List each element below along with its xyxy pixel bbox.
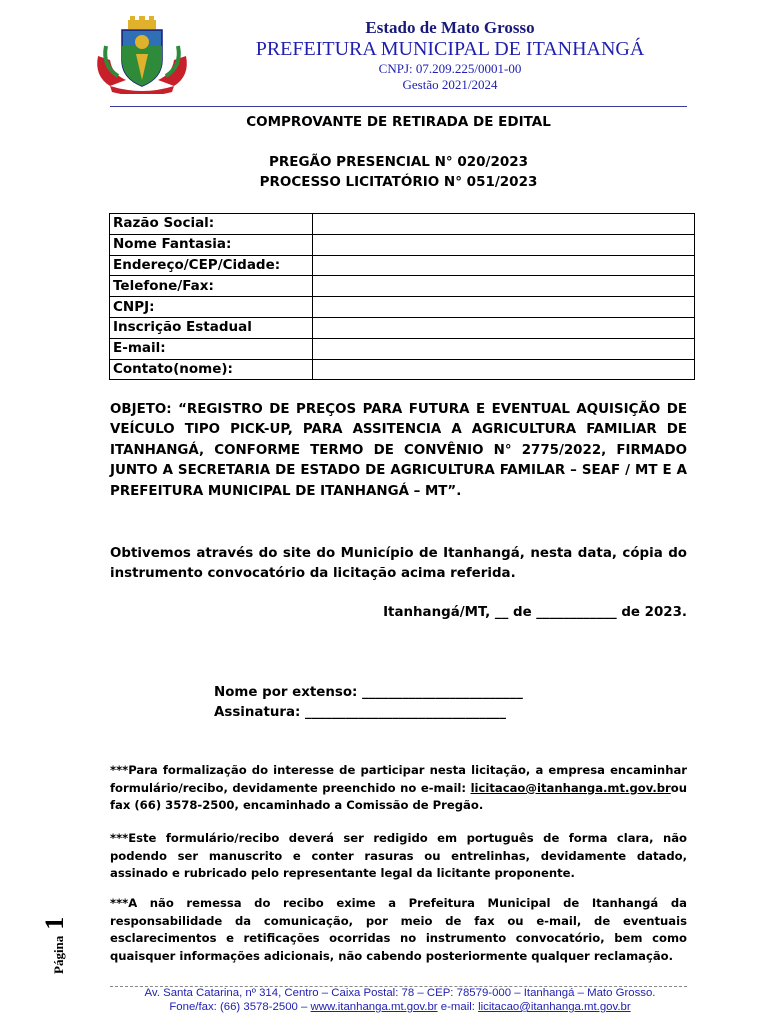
header-gestao: Gestão 2021/2024 (402, 77, 498, 92)
page-number (40, 917, 70, 974)
header-cnpj: CNPJ: 07.209.225/0001-00 (378, 61, 522, 76)
email-link[interactable]: licitacao@itanhanga.mt.gov.br (470, 780, 671, 795)
form-label: Razão Social: (110, 214, 313, 235)
objeto-paragraph: OBJETO: “REGISTRO DE PREÇOS PARA FUTURA E EVENTUAL AQUISIÇÃO DE VEÍCULO TIPO PICK-UP, PARA ASSITENCIA A AGRICULTURA FAMILIAR DE ITANHANGÁ, CONFORME TERMO DE CONVÊNIO N° 2775/2022, FIRMADO JUNTO A SECRETARIA DE ESTADO DE AGRICULTURA FAMILAR – SEAF / MT E A PREFEITURA MUNICIPAL DE ITANHANGÁ – MT”. (110, 402, 687, 499)
header-prefeitura: PREFEITURA MUNICIPAL DE ITANHANGÁ (255, 38, 645, 60)
footer-email-label: e-mail: (437, 1001, 479, 1013)
form-label: Contato(nome): (110, 359, 313, 380)
page-label: Página (51, 935, 66, 974)
date-line: Itanhangá/MT, __ de ____________ de 2023. (383, 605, 687, 620)
pregao-number: PREGÃO PRESENCIAL N° 020/2023 (268, 154, 529, 170)
form-field-nome-fantasia[interactable] (313, 234, 695, 255)
form-row-razao-social (110, 214, 695, 235)
header-divider (110, 106, 687, 107)
form-row-nome-fantasia (110, 234, 695, 255)
website-link[interactable]: www.itanhanga.mt.gov.br (310, 1001, 438, 1013)
form-row-inscricao (110, 317, 695, 338)
form-row-telefone (110, 276, 695, 297)
form-label: Telefone/Fax: (110, 276, 313, 297)
form-row-email (110, 338, 695, 359)
form-label: CNPJ: (110, 297, 313, 318)
form-field-contato[interactable] (313, 359, 695, 380)
signature-line: Assinatura: ______________________________ (214, 705, 506, 720)
company-form-table (109, 213, 695, 380)
form-row-contato (110, 359, 695, 380)
form-row-endereco (110, 255, 695, 276)
form-label: Nome Fantasia: (110, 234, 313, 255)
form-field-endereco[interactable] (313, 255, 695, 276)
note-redacao: ***Este formulário/recibo deverá ser redigido em português de forma clara, não podendo ser manuscrito e conter rasuras ou entrelinhas, devidamente datado, assinado e rubricado pelo representante legal da licitante proponente. (110, 831, 687, 880)
document-title: COMPROVANTE DE RETIRADA DE EDITAL (246, 114, 551, 130)
note-remessa: ***A não remessa do recibo exime a Prefeitura Municipal de Itanhangá da responsabilidade da comunicação, por meio de fax ou e-mail, de eventuais esclarecimentos e retificações ocorridas no instrumento convocatório, bem como quaisquer informações adicionais, não cabendo posteriormente qualquer reclamação. (110, 896, 687, 963)
signature-name-line: Nome por extenso: ________________________ (214, 685, 523, 700)
note-text-tail: ou fax (66) 3578-2500, encaminhado a Comissão de Pregão. (110, 780, 687, 812)
form-label: Endereço/CEP/Cidade: (110, 255, 313, 276)
form-field-inscricao[interactable] (313, 317, 695, 338)
form-label: Inscrição Estadual (110, 317, 313, 338)
footer-contact (110, 1000, 690, 1014)
footer (110, 986, 690, 1014)
form-field-razao-social[interactable] (313, 214, 695, 235)
obtivemos-paragraph: Obtivemos através do site do Município de Itanhangá, nesta data, cópia do instrumento convocatório da licitação acima referida. (110, 546, 687, 582)
note-formalizacao (110, 762, 687, 815)
form-row-cnpj (110, 297, 695, 318)
form-field-telefone[interactable] (313, 276, 695, 297)
processo-number: PROCESSO LICITATÓRIO N° 051/2023 (259, 174, 538, 190)
footer-phone: Fone/fax: (66) 3578-2500 – (169, 1001, 311, 1013)
page-number-value: 1 (40, 916, 69, 930)
footer-email-link[interactable]: licitacao@itanhanga.mt.gov.br (478, 1001, 631, 1013)
form-field-email[interactable] (313, 338, 695, 359)
header-state: Estado de Mato Grosso (365, 18, 535, 37)
note-text: ***Para formalização do interesse de participar nesta licitação, a empresa encaminhar formulário/recibo, devidamente preenchido no e-mail: (110, 763, 687, 795)
form-label: E-mail: (110, 338, 313, 359)
footer-address: Av. Santa Catarina, nº 314, Centro – Caixa Postal: 78 – CEP: 78579-000 – Itanhangá – Mato Grosso. (144, 987, 656, 999)
form-field-cnpj[interactable] (313, 297, 695, 318)
